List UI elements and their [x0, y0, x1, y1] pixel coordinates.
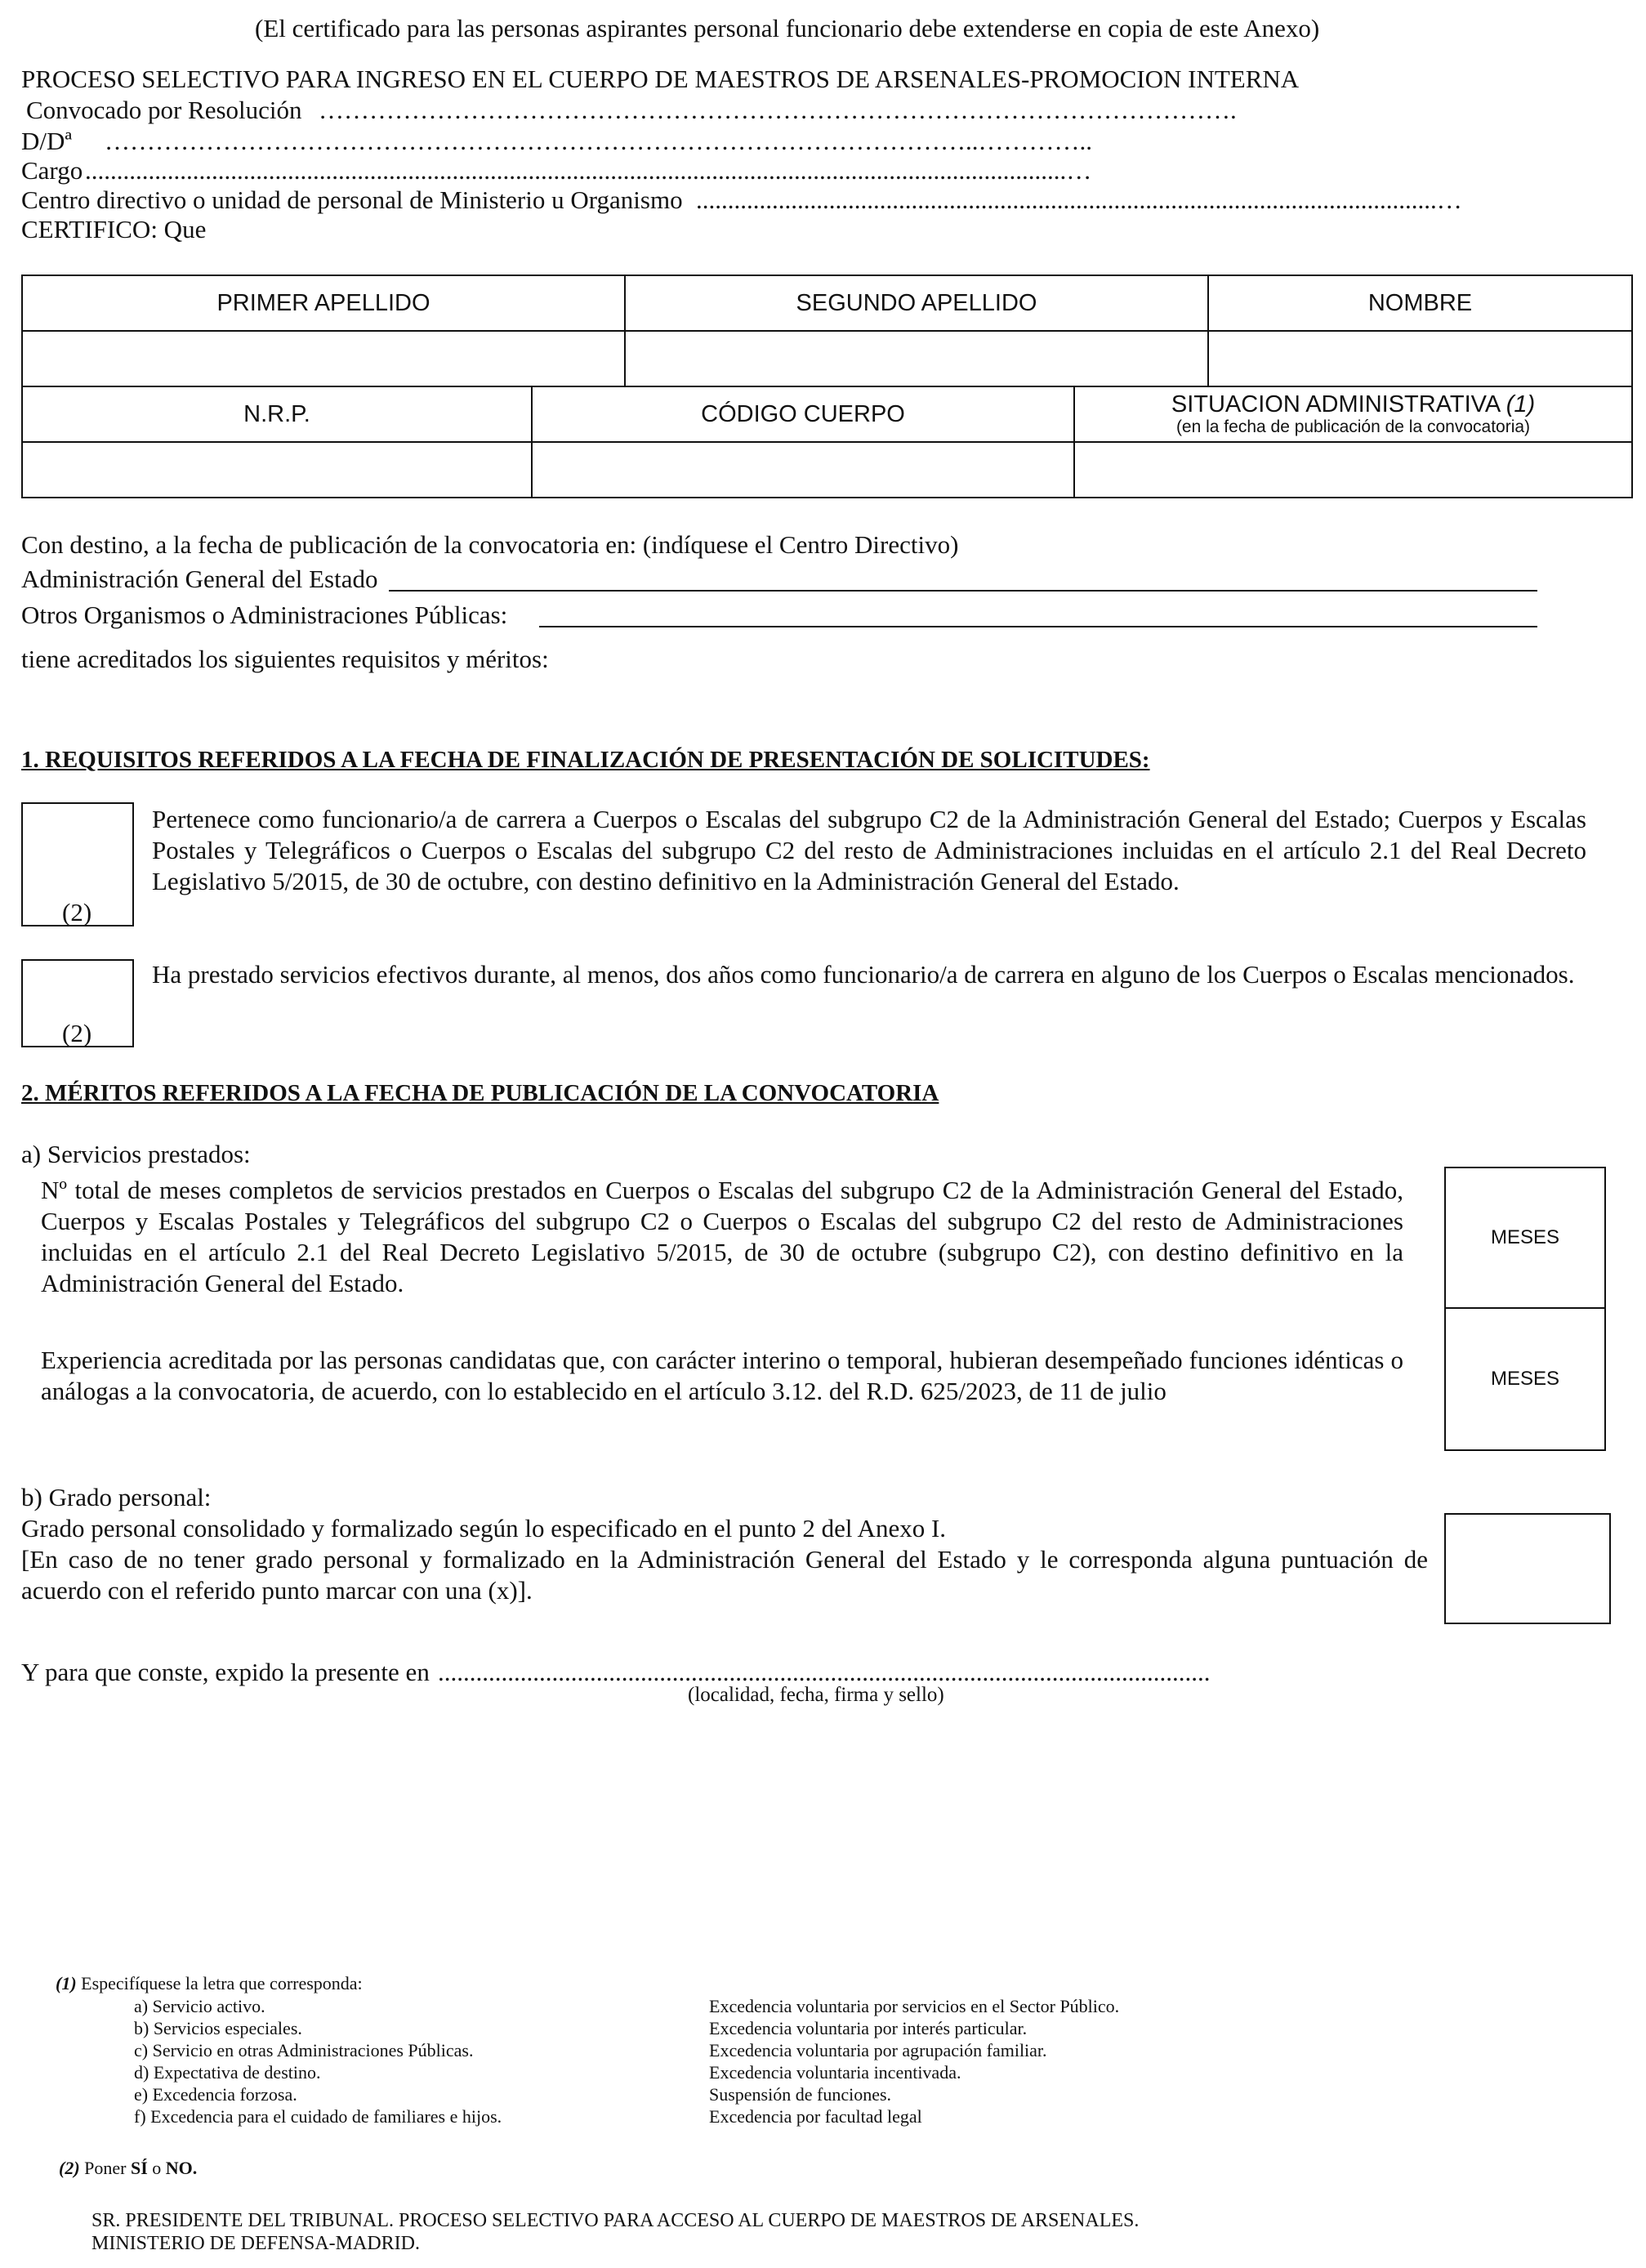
footnote-1-text: Especifíquese la letra que corresponda: — [81, 1973, 363, 1993]
addressee-line-2: MINISTERIO DE DEFENSA-MADRID. — [91, 2233, 420, 2254]
footnote-2-pre: Poner — [84, 2158, 127, 2178]
situacion-label: SITUACION ADMINISTRATIVA — [1171, 391, 1500, 417]
process-title: PROCESO SELECTIVO PARA INGRESO EN EL CUERPO DE MAESTROS DE ARSENALES-PROMOCION INTERNA — [21, 65, 1300, 93]
dd-field[interactable]: …………………………………………………………………………………………..………….. — [105, 127, 1092, 155]
footnote-left-item: a) Servicio activo. — [134, 1996, 265, 2016]
situacion-sub: (en la fecha de publicación de la convocatoria) — [1175, 417, 1531, 436]
servicios-a1-text: Nº total de meses completos de servicios prestados en Cuerpos o Escalas del subgrupo C2 de la Administración General del Estado, Cuerpos y Escalas Postales y Telegráficos del subgrupo C2 o Cuerpos o Escalas del subgrupo C2 del resto de Administraciones incluidas en el artículo 2.1 del Real Decreto Legislativo 5/2015, de 30 de octubre (subgrupo C2), con destino definitivo en la Administración General del Estado. — [41, 1176, 1403, 1297]
grado-label: b) Grado personal: — [21, 1483, 212, 1511]
otros-label: Otros Organismos o Administraciones Públicas: — [21, 600, 508, 629]
meses-label-1: MESES — [1490, 1226, 1560, 1248]
header-note: (El certificado para las personas aspirantes personal funcionario debe extenderse en copia de este Anexo) — [255, 14, 1320, 42]
requisito2-mark: (2) — [62, 1019, 92, 1047]
header-situacion-administrativa — [1073, 386, 1633, 443]
addressee-line-1: SR. PRESIDENTE DEL TRIBUNAL. PROCESO SELECTIVO PARA ACCESO AL CUERPO DE MAESTROS DE ARSENALES. — [91, 2210, 1140, 2231]
header-primer-apellido: PRIMER APELLIDO — [21, 275, 626, 332]
servicios-a2-text: Experiencia acreditada por las personas candidatas que, con carácter interino o temporal, hubieran desempeñado funciones idénticas o análogas a la convocatoria, de acuerdo, con lo establecido en el artículo 3.12. del R.D. 625/2023, de 11 de julio — [41, 1346, 1403, 1405]
footnote-2-mid: o — [152, 2158, 162, 2178]
header-segundo-apellido: SEGUNDO APELLIDO — [624, 275, 1209, 332]
footnote-right-item: Excedencia voluntaria por interés particular. — [709, 2018, 1028, 2038]
footnote-left-item: d) Expectativa de destino. — [134, 2062, 321, 2083]
requisito2-text: Ha prestado servicios efectivos durante, al menos, dos años como funcionario/a de carrera en alguno de los Cuerpos o Escalas mencionados. — [152, 960, 1575, 989]
header-nrp: N.R.P. — [21, 386, 533, 443]
destino-intro: Con destino, a la fecha de publicación de la convocatoria en: (indíquese el Centro Directivo) — [21, 530, 959, 559]
footnote-right-item: Excedencia voluntaria por agrupación familiar. — [709, 2040, 1047, 2060]
footnote-1 — [56, 1972, 363, 1994]
requisito1-checkbox[interactable] — [21, 802, 134, 926]
footnote-right-item: Suspensión de funciones. — [709, 2084, 892, 2105]
age-label: Administración General del Estado — [21, 565, 378, 593]
input-primer-apellido[interactable] — [21, 330, 626, 387]
closing-text: Y para que conste, expido la presente en — [21, 1658, 430, 1686]
convocado-label: Convocado por Resolución — [26, 96, 302, 124]
footnote-2-no: NO. — [165, 2158, 198, 2178]
situacion-ref: (1) — [1505, 391, 1536, 417]
meses-box-1[interactable] — [1444, 1167, 1606, 1309]
input-codigo-cuerpo[interactable] — [531, 441, 1075, 498]
input-nrp[interactable] — [21, 441, 533, 498]
closing-field[interactable]: .......................................................................................................................... — [438, 1658, 1211, 1686]
grado-text-1: Grado personal consolidado y formalizado según lo especificado en el punto 2 del Anexo I. — [21, 1514, 947, 1543]
meses-box-2[interactable] — [1444, 1307, 1606, 1451]
requisito1-text: Pertenece como funcionario/a de carrera a Cuerpos o Escalas del subgrupo C2 de la Administración General del Estado; Cuerpos y Escalas Postales y Telegráficos o Cuerpos o Escalas del subgrupo C2 del resto de Administraciones incluidas en el artículo 2.1 del Real Decreto Legislativo 5/2015, de 30 de octubre, con destino definitivo en la Administración General del Estado. — [152, 805, 1586, 895]
requisito1-mark: (2) — [62, 898, 92, 926]
header-nombre: NOMBRE — [1207, 275, 1633, 332]
footnote-left-list — [134, 1995, 502, 2127]
footnote-right-item: Excedencia por facultad legal — [709, 2106, 922, 2127]
servicios-label: a) Servicios prestados: — [21, 1140, 251, 1168]
requisitos-intro: tiene acreditados los siguientes requisitos y méritos: — [21, 645, 549, 673]
footnote-right-list — [709, 1995, 1119, 2127]
header-codigo-cuerpo: CÓDIGO CUERPO — [531, 386, 1075, 443]
closing-caption: (localidad, fecha, firma y sello) — [688, 1684, 944, 1706]
addressee — [91, 2209, 1139, 2255]
footnote-1-ref: (1) — [56, 1973, 77, 1993]
convocado-field[interactable]: ………………………………………………………………………………………………. — [319, 96, 1237, 124]
footnote-left-item: f) Excedencia para el cuidado de familiares e hijos. — [134, 2106, 502, 2127]
requisito2-checkbox[interactable] — [21, 959, 134, 1047]
footnote-left-item: b) Servicios especiales. — [134, 2018, 302, 2038]
centro-label: Centro directivo o unidad de personal de Ministerio u Organismo — [21, 185, 683, 214]
section2-title: 2. MÉRITOS REFERIDOS A LA FECHA DE PUBLICACIÓN DE LA CONVOCATORIA — [21, 1080, 939, 1106]
input-segundo-apellido[interactable] — [624, 330, 1209, 387]
certifico-label: CERTIFICO: Que — [21, 215, 207, 243]
grado-text-2: [En caso de no tener grado personal y formalizado en la Administración General del Estado y le corresponda alguna puntuación de acuerdo con el referido punto marcar con una (x)]. — [21, 1545, 1428, 1605]
meses-label-2: MESES — [1490, 1368, 1560, 1390]
input-situacion-administrativa[interactable] — [1073, 441, 1633, 498]
footnote-2-ref: (2) — [59, 2158, 80, 2178]
input-nombre[interactable] — [1207, 330, 1633, 387]
cargo-field[interactable]: ...........................................................................................................................................................… — [85, 156, 1092, 185]
section1-title: 1. REQUISITOS REFERIDOS A LA FECHA DE FINALIZACIÓN DE PRESENTACIÓN DE SOLICITUDES: — [21, 747, 1150, 773]
footnote-right-item: Excedencia voluntaria por servicios en el Sector Público. — [709, 1996, 1120, 2016]
footnote-2-si: SÍ — [130, 2158, 148, 2178]
footnote-right-item: Excedencia voluntaria incentivada. — [709, 2062, 961, 2083]
footnote-2 — [59, 2157, 197, 2179]
footnote-left-item: c) Servicio en otras Administraciones Públicas. — [134, 2040, 474, 2060]
dd-label: D/Dª — [21, 127, 72, 155]
centro-field[interactable]: .....................................................................................................................… — [696, 185, 1462, 214]
footnote-left-item: e) Excedencia forzosa. — [134, 2084, 297, 2105]
grado-checkbox[interactable] — [1444, 1513, 1611, 1624]
cargo-label: Cargo — [21, 156, 83, 185]
otros-field[interactable] — [539, 626, 1537, 627]
age-field[interactable] — [389, 590, 1537, 592]
